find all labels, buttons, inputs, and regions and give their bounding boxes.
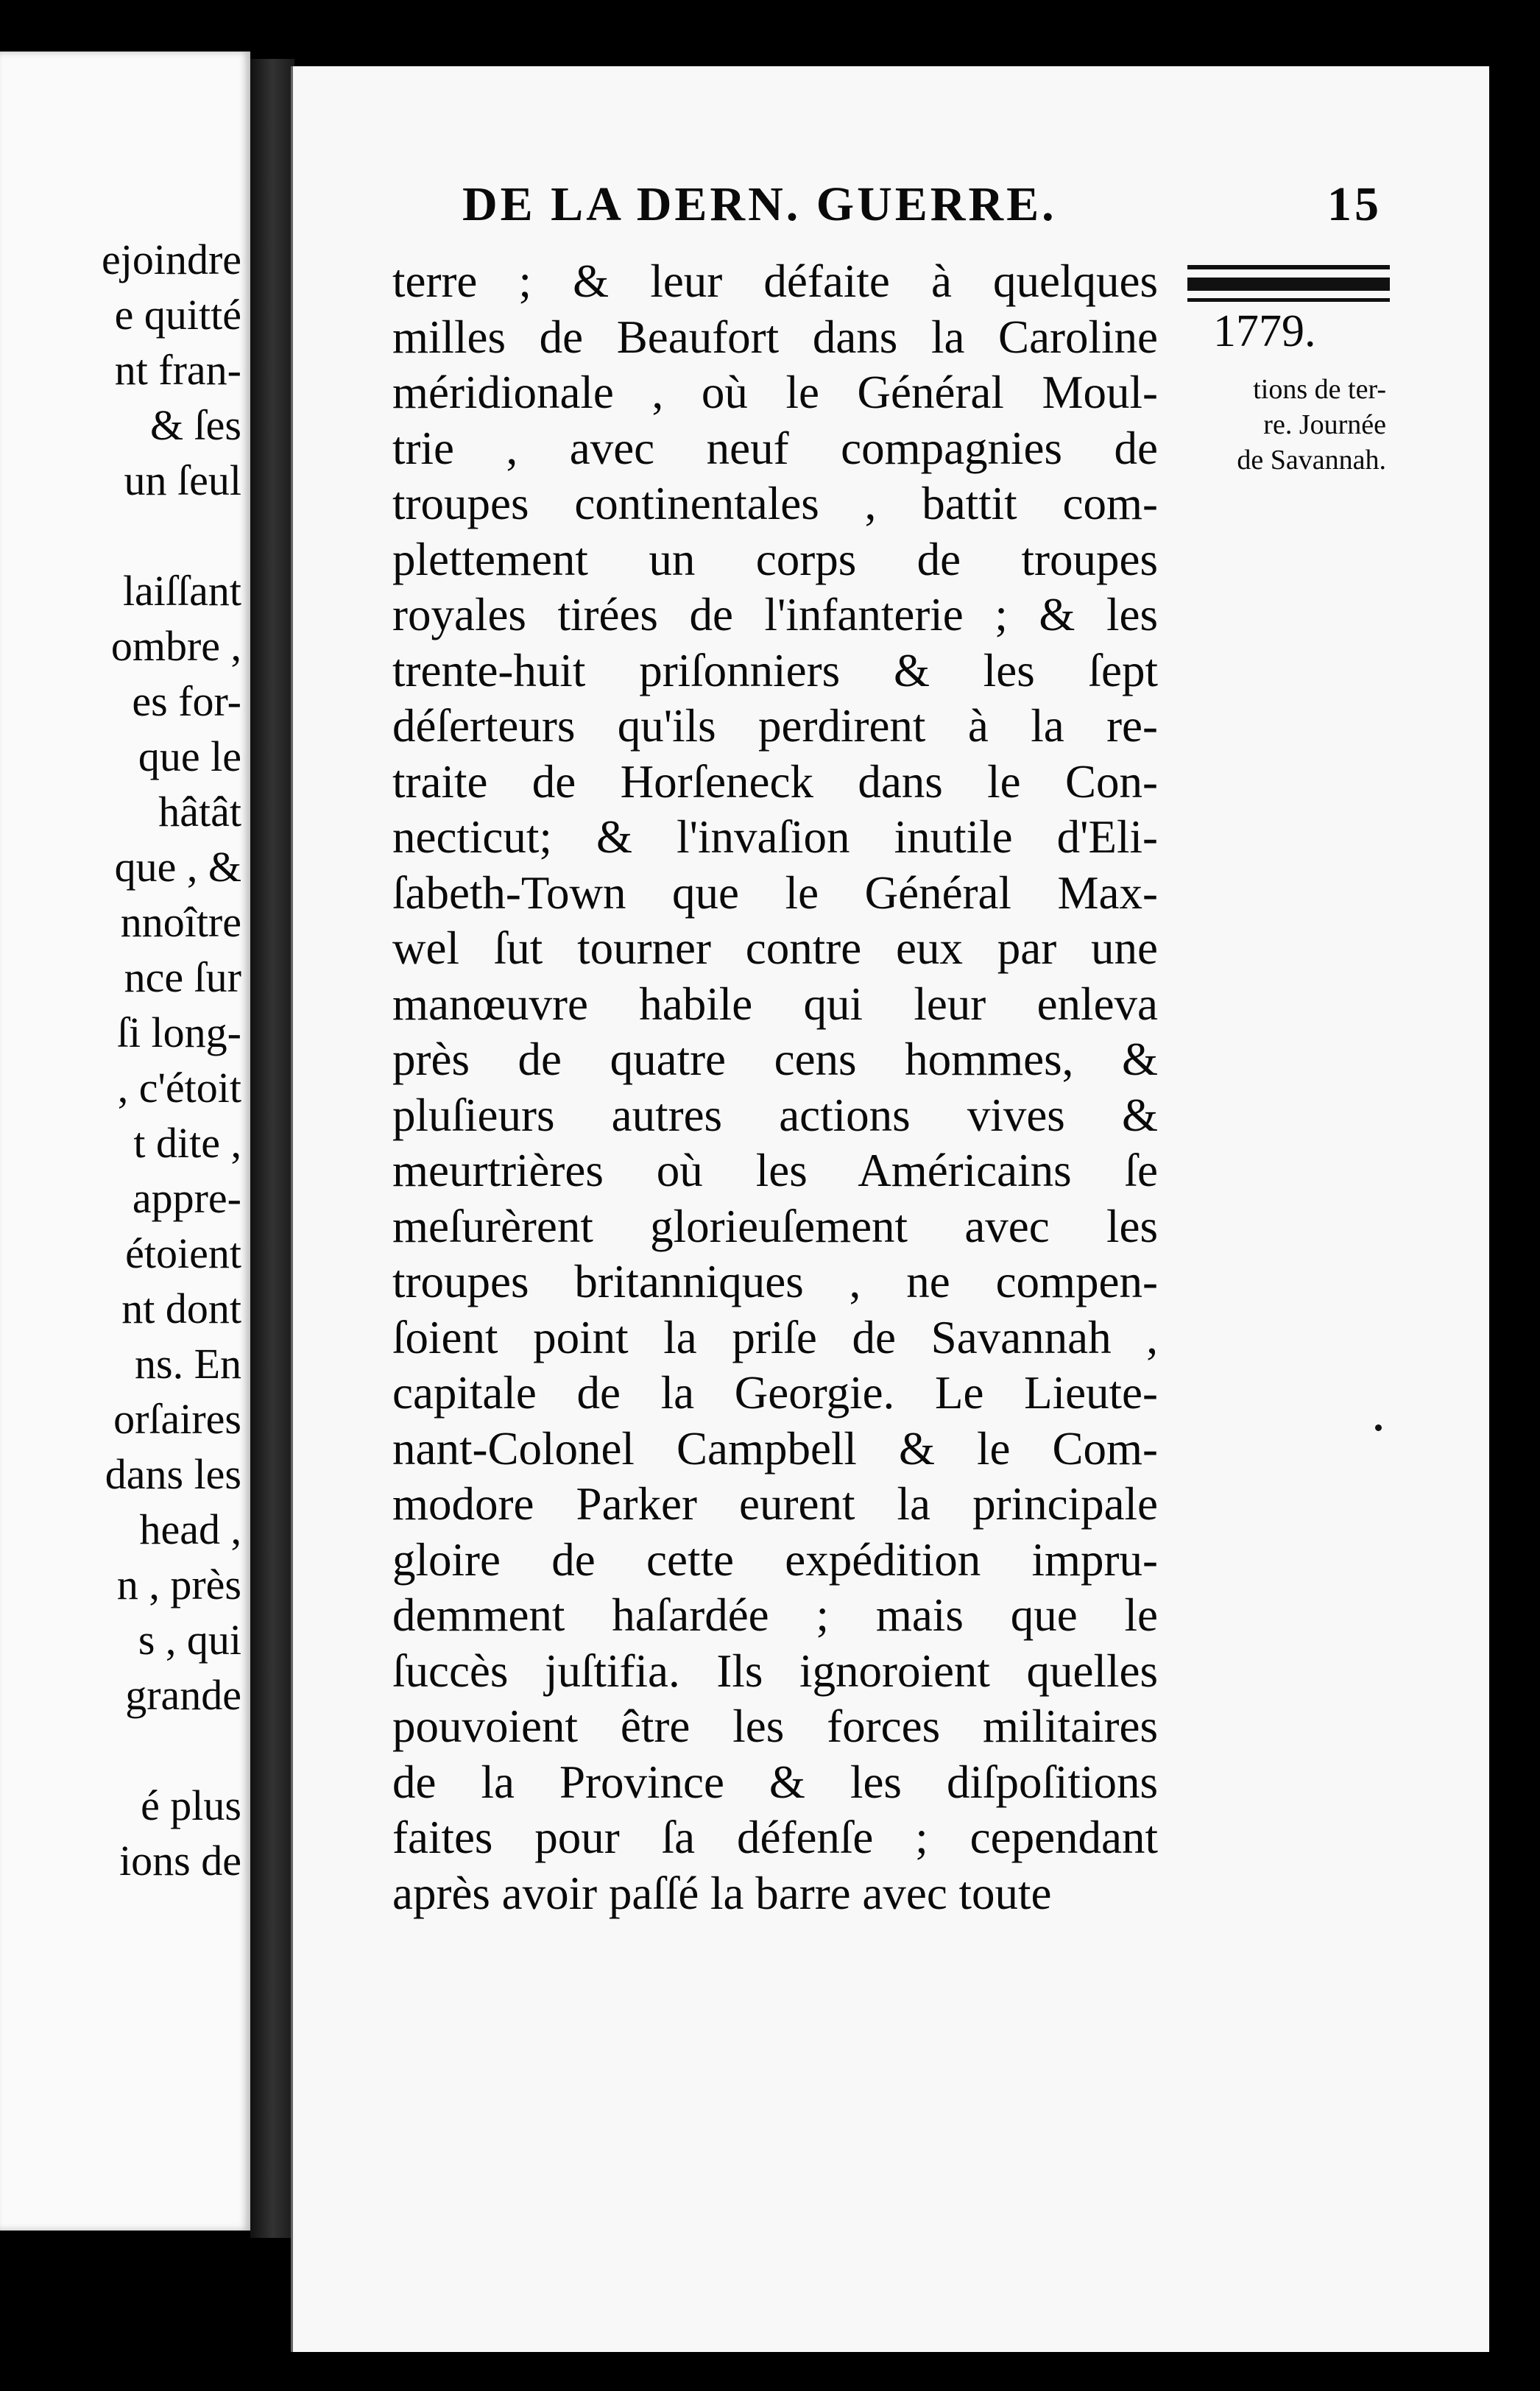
left-line: orſaires	[113, 1395, 241, 1443]
text-line: ſuccès juſtifia. Ils ignoroient quelles	[392, 1645, 1158, 1697]
text-line: ſabeth-Town que le Général Max-	[392, 866, 1158, 919]
text-line: nant-Colonel Campbell & le Com-	[392, 1422, 1158, 1474]
margin-note-line: tions de ter-	[1253, 374, 1386, 405]
text-line: pouvoient être les forces militaires	[392, 1700, 1158, 1752]
text-line: wel ſut tourner contre eux par une	[392, 922, 1158, 974]
left-line: grande	[125, 1671, 241, 1719]
text-line: troupes continentales , battit com-	[392, 478, 1158, 529]
ink-dot	[1375, 1424, 1382, 1431]
text-line: pluſieurs autres actions vives &	[392, 1089, 1158, 1141]
margin-year: 1779.	[1213, 306, 1316, 356]
text-line: meurtrières où les Américains ſe	[392, 1145, 1158, 1196]
text-line: milles de Beaufort dans la Caroline	[392, 311, 1158, 363]
text-line: méridionale , où le Général Moul-	[392, 367, 1158, 418]
text-line: faites pour ſa défenſe ; cependant	[392, 1812, 1158, 1863]
left-line: hâtât	[158, 788, 241, 836]
text-line: gloire de cette expédition impru-	[392, 1533, 1158, 1586]
margin-rule	[1187, 298, 1390, 302]
left-line: ns. En	[135, 1340, 241, 1388]
left-line: ejoindre	[101, 236, 241, 283]
left-line: ſi long-	[116, 1009, 241, 1056]
text-line: capitale de la Georgie. Le Lieute-	[392, 1367, 1158, 1419]
left-line: appre-	[132, 1174, 241, 1222]
text-line: trie , avec neuf compagnies de	[392, 422, 1158, 474]
page-number: 15	[1327, 177, 1382, 231]
text-line: meſurèrent glorieuſement avec les	[392, 1200, 1158, 1252]
margin-rule	[1187, 265, 1390, 269]
previous-page	[0, 52, 250, 2231]
text-line: trente-huit priſonniers & les ſept	[392, 644, 1158, 696]
left-line: dans les	[105, 1450, 241, 1498]
left-line: s , qui	[138, 1616, 241, 1664]
text-line: ſoient point la priſe de Savannah ,	[392, 1311, 1158, 1363]
left-line: laiſſant	[122, 567, 241, 615]
margin-note-line: re. Journée	[1263, 409, 1386, 440]
text-line: déſerteurs qu'ils perdirent à la re-	[392, 700, 1158, 752]
left-line: ions de	[119, 1837, 241, 1885]
text-line: traite de Horſeneck dans le Con-	[392, 755, 1158, 808]
text-line: terre ; & leur défaite à quelques	[392, 255, 1158, 307]
left-line: é plus	[141, 1781, 241, 1829]
margin-note	[1180, 372, 1386, 478]
left-line: n , près	[116, 1561, 241, 1608]
left-line: & ſes	[149, 401, 241, 449]
margin-note-line: de Savannah.	[1237, 445, 1386, 476]
left-line: e quitté	[114, 291, 241, 339]
left-line	[6, 508, 241, 563]
text-line: troupes britanniques , ne compen-	[392, 1256, 1158, 1307]
left-line: nt fran-	[114, 346, 241, 394]
text-line: modore Parker eurent la principale	[392, 1478, 1158, 1530]
left-line: nnoître	[120, 898, 241, 946]
text-line: près de quatre cens hommes, &	[392, 1034, 1158, 1085]
text-line: de la Province & les diſpoſitions	[392, 1756, 1158, 1808]
text-line: royales tirées de l'infanterie ; & les	[392, 589, 1158, 640]
left-line: un ſeul	[124, 456, 241, 504]
left-line: ombre ,	[110, 622, 241, 670]
left-line: es for-	[132, 677, 241, 725]
left-line	[6, 1723, 241, 1778]
current-page	[291, 66, 1489, 2352]
text-line: plettement un corps de troupes	[392, 533, 1158, 585]
text-line: necticut; & l'invaſion inutile d'Eli-	[392, 811, 1158, 863]
body-text	[392, 254, 1158, 1921]
left-line: que , &	[114, 843, 241, 891]
left-line: nt dont	[121, 1285, 241, 1332]
left-line: , c'étoit	[117, 1064, 241, 1112]
left-line: étoient	[125, 1229, 241, 1277]
running-header	[462, 177, 1493, 233]
left-line: head ,	[139, 1505, 241, 1553]
text-line: demment haſardée ; mais que le	[392, 1589, 1158, 1641]
left-line: nce ſur	[124, 953, 241, 1001]
margin-rule	[1187, 278, 1390, 291]
previous-page-text	[6, 232, 241, 1888]
header-title: DE LA DERN. GUERRE.	[462, 177, 1057, 231]
left-line: que le	[138, 732, 241, 780]
left-line: t dite ,	[133, 1119, 241, 1167]
book-gutter	[250, 59, 294, 2238]
text-line: manœuvre habile qui leur enleva	[392, 978, 1158, 1030]
text-line: après avoir paſſé la barre avec toute	[392, 1867, 1052, 1919]
